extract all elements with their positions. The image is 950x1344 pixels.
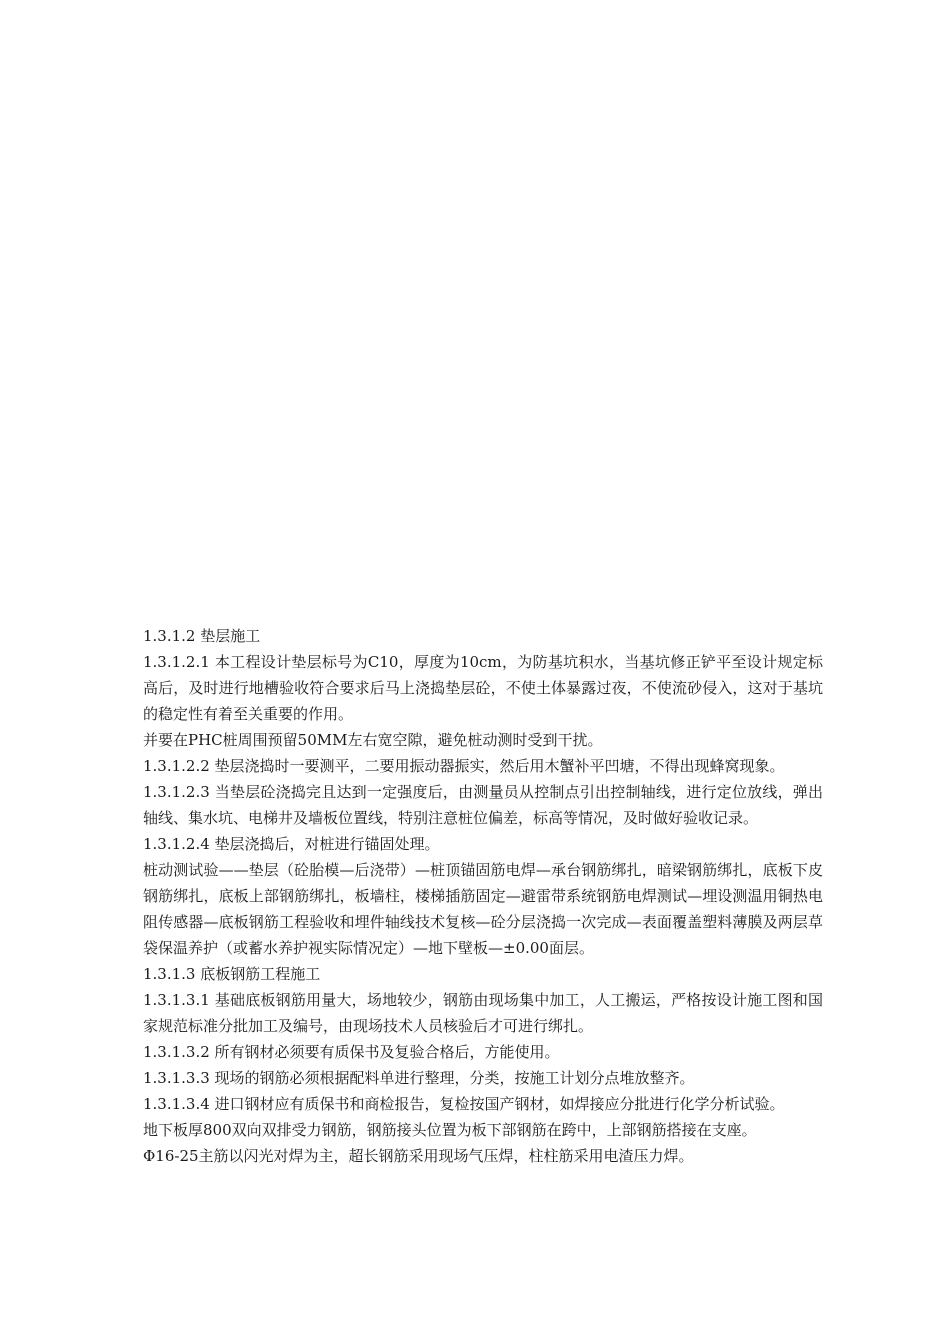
- paragraph-1-3-1-2-2: 1.3.1.2.2 垫层浇捣时一要测平，二要用振动器振实，然后用木蟹补平凹塘，不得出现蜂窝现象。: [143, 757, 785, 775]
- section-heading-1-3-1-2: 1.3.1.2 垫层施工: [143, 627, 261, 645]
- paragraph-process-flow: 桩动测试验——垫层（砼胎模—后浇带）—桩顶锚固筋电焊—承台钢筋绑扎，暗梁钢筋绑扎，底板下皮钢筋绑扎，底板上部钢筋绑扎，板墙柱，楼梯插筋固定—避雷带系统钢筋电焊测试—埋设测温用铜热电阻传感器—底板钢筋工程验收和埋件轴线技术复核—砼分层浇捣一次完成—表面覆盖塑料薄膜及两层草袋保温养护（或蓄水养护视实际情况定）—地下壁板—±0.00面层。: [143, 861, 823, 957]
- section-heading-1-3-1-3: 1.3.1.3 底板钢筋工程施工: [143, 965, 321, 983]
- paragraph-1-3-1-2-3: 1.3.1.2.3 当垫层砼浇捣完且达到一定强度后，由测量员从控制点引出控制轴线，进行定位放线，弹出轴线、集水坑、电梯井及墙板位置线，特别注意桩位偏差，标高等情况，及时做好验收记录。: [143, 783, 823, 827]
- paragraph-1-3-1-2-4: 1.3.1.2.4 垫层浇捣后，对桩进行锚固处理。: [143, 835, 440, 853]
- paragraph-phc-gap: 并要在PHC桩周围预留50MM左右宽空隙，避免桩动测时受到干扰。: [143, 731, 603, 749]
- paragraph-1-3-1-3-3: 1.3.1.3.3 现场的钢筋必须根据配料单进行整理，分类，按施工计划分点堆放整齐。: [143, 1069, 695, 1087]
- paragraph-1-3-1-3-4: 1.3.1.3.4 进口钢材应有质保书和商检报告，复检按国产钢材，如焊接应分批进行化学分析试验。: [143, 1095, 785, 1113]
- paragraph-welding: Φ16-25主筋以闪光对焊为主，超长钢筋采用现场气压焊，柱柱筋采用电渣压力焊。: [143, 1147, 694, 1165]
- document-body: [143, 623, 823, 1169]
- paragraph-slab-rebar: 地下板厚800双向双排受力钢筋，钢筋接头位置为板下部钢筋在跨中，上部钢筋搭接在支座。: [143, 1121, 757, 1139]
- paragraph-1-3-1-2-1: 1.3.1.2.1 本工程设计垫层标号为C10，厚度为10cm，为防基坑积水，当基坑修正铲平至设计规定标高后，及时进行地槽验收符合要求后马上浇捣垫层砼，不使土体暴露过夜，不使流砂侵入，这对于基坑的稳定性有着至关重要的作用。: [143, 653, 823, 723]
- paragraph-1-3-1-3-1: 1.3.1.3.1 基础底板钢筋用量大，场地较少，钢筋由现场集中加工，人工搬运，严格按设计施工图和国家规范标准分批加工及编号，由现场技术人员核验后才可进行绑扎。: [143, 991, 823, 1035]
- paragraph-1-3-1-3-2: 1.3.1.3.2 所有钢材必须要有质保书及复验合格后，方能使用。: [143, 1043, 560, 1061]
